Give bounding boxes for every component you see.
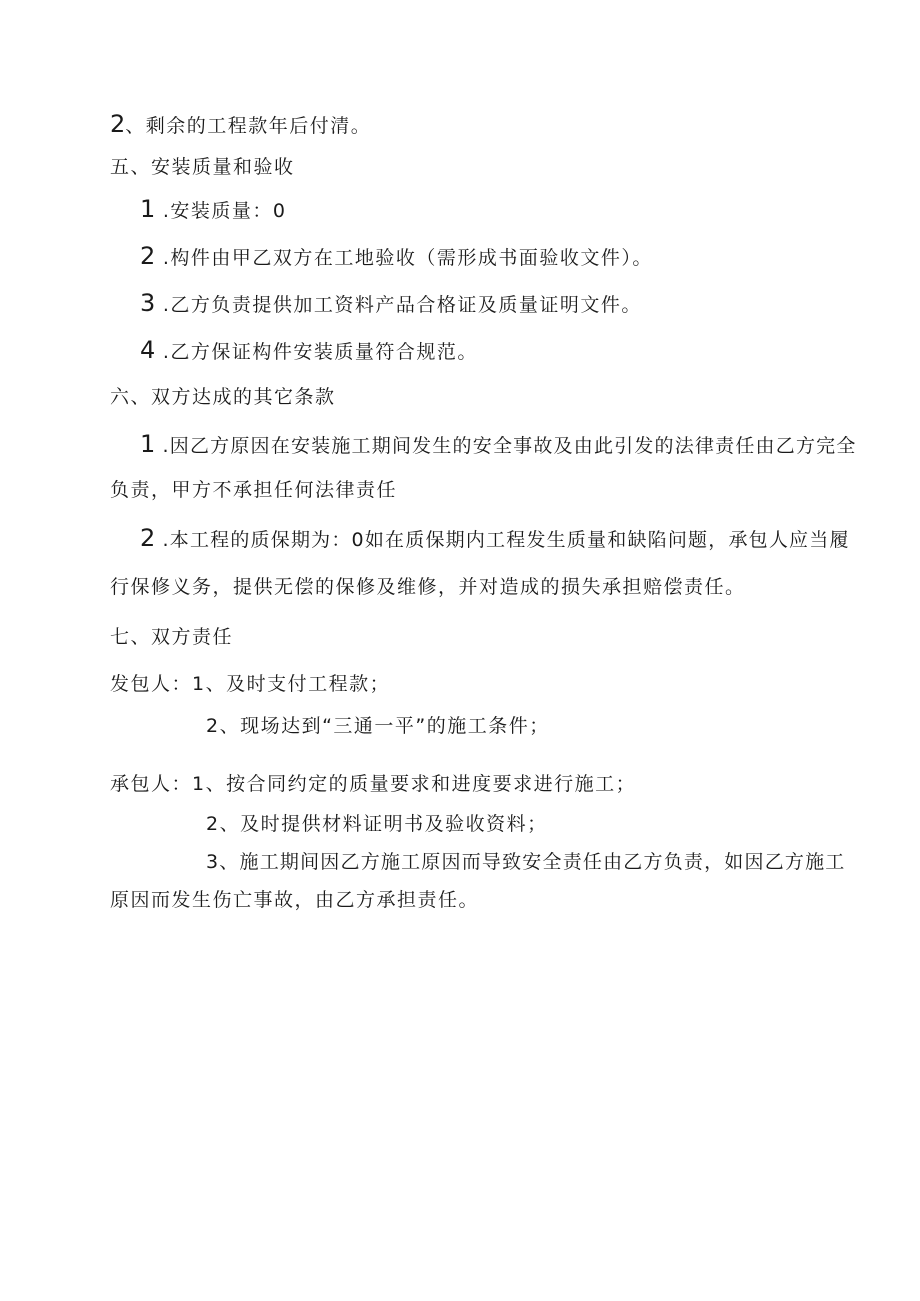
clause-text: .构件由甲乙双方在工地验收（需形成书面验收文件）。 (155, 247, 653, 269)
clause-text: .安装质量：0 (155, 200, 287, 222)
other-clause-1 (140, 431, 857, 459)
employer-duty-2 (206, 713, 550, 739)
clause-text: .本工程的质保期为：0如在质保期内工程发生质量和缺陷问题，承包人应当履 (155, 529, 850, 551)
section-heading-text: 五、安装质量和验收 (110, 156, 295, 178)
contractor-duty-1 (110, 771, 636, 797)
clause-text: .乙方保证构件安装质量符合规范。 (155, 341, 478, 363)
other-clause-2 (140, 525, 850, 553)
clause-text: .乙方负责提供加工资料产品合格证及质量证明文件。 (155, 294, 642, 316)
quality-clause-2 (140, 243, 653, 271)
clause-number: 3 (140, 289, 156, 317)
clause-text: 行保修义务，提供无偿的保修及维修，并对造成的损失承担赔偿责任。 (110, 576, 746, 598)
employer-duty-1 (110, 671, 390, 697)
section-heading-5 (110, 154, 295, 180)
contractor-duty-3-continued (110, 887, 479, 913)
clause-number: 2 (140, 524, 156, 552)
clause-number: 1 (140, 430, 156, 458)
clause-text: 、剩余的工程款年后付清。 (125, 115, 372, 137)
duty-text: 2、及时提供材料证明书及验收资料； (206, 813, 548, 835)
section-heading-7 (110, 624, 233, 650)
section-heading-6 (110, 384, 336, 410)
duty-text: 3、施工期间因乙方施工原因而导致安全责任由乙方负责，如因乙方施工 (206, 851, 846, 873)
clause-text: 负责，甲方不承担任何法律责任 (110, 479, 398, 501)
clause-number: 1 (140, 195, 156, 223)
section-heading-text: 七、双方责任 (110, 626, 234, 648)
other-clause-1-continued (110, 477, 397, 503)
duty-text: 承包人：1、按合同约定的质量要求和进度要求进行施工； (110, 773, 637, 795)
quality-clause-1 (140, 196, 286, 224)
contractor-duty-2 (206, 811, 548, 837)
clause-number: 2 (110, 110, 126, 138)
clause-number: 2 (140, 242, 156, 270)
duty-text: 2、现场达到“三通一平”的施工条件； (206, 715, 550, 737)
clause-number: 4 (140, 336, 156, 364)
section-heading-text: 六、双方达成的其它条款 (110, 386, 336, 408)
quality-clause-4 (140, 337, 478, 365)
duty-text: 原因而发生伤亡事故，由乙方承担责任。 (110, 889, 480, 911)
clause-text: .因乙方原因在安装施工期间发生的安全事故及由此引发的法律责任由乙方完全 (155, 435, 857, 457)
quality-clause-3 (140, 290, 642, 318)
duty-text: 发包人：1、及时支付工程款； (110, 673, 391, 695)
payment-clause-2 (110, 111, 371, 139)
contractor-duty-3 (206, 849, 846, 875)
other-clause-2-continued (110, 574, 746, 600)
